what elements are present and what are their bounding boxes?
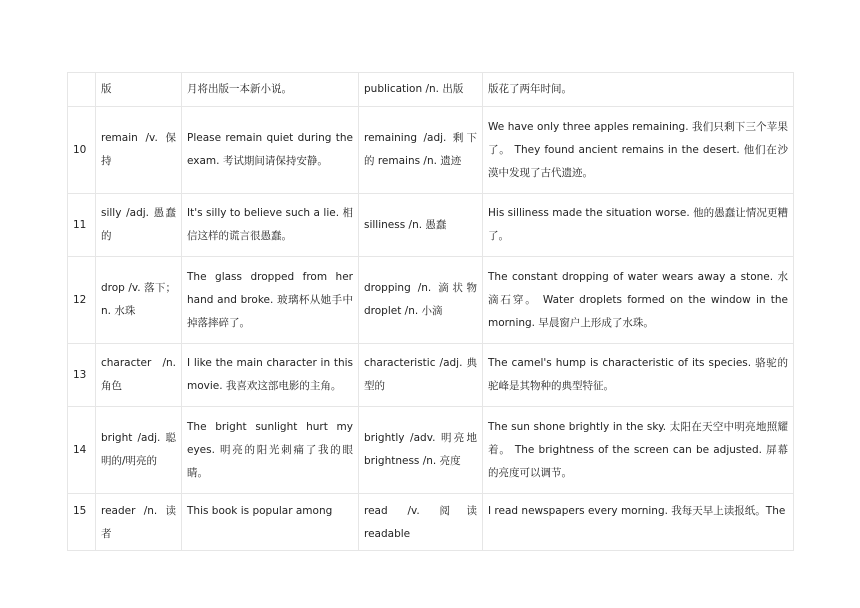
row-number [68, 73, 96, 107]
derivative-cell: read /v. 阅读 readable [359, 494, 483, 551]
table-row [68, 344, 794, 407]
table-row [68, 107, 794, 194]
table-row [68, 73, 794, 107]
example-cell: This book is popular among [182, 494, 359, 551]
example-cell: I like the main character in this movie. 我喜欢这部电影的主角。 [182, 344, 359, 407]
derivative-example-cell: 版花了两年时间。 [483, 73, 794, 107]
table-row [68, 494, 794, 551]
vocabulary-table [67, 72, 794, 551]
derivative-cell: publication /n. 出版 [359, 73, 483, 107]
example-cell: The glass dropped from her hand and broke. 玻璃杯从她手中掉落摔碎了。 [182, 257, 359, 344]
word-cell: drop /v. 落下；n. 水珠 [96, 257, 182, 344]
example-cell: 月将出版一本新小说。 [182, 73, 359, 107]
derivative-cell: characteristic /adj. 典型的 [359, 344, 483, 407]
derivative-example-cell: The camel's hump is characteristic of its species. 骆驼的驼峰是其物种的典型特征。 [483, 344, 794, 407]
word-cell: bright /adj. 聪明的/明亮的 [96, 407, 182, 494]
example-cell: The bright sunlight hurt my eyes. 明亮的阳光刺痛了我的眼睛。 [182, 407, 359, 494]
row-number: 12 [68, 257, 96, 344]
derivative-example-cell: The sun shone brightly in the sky. 太阳在天空中明亮地照耀着。 The brightness of the screen can be adjusted. 屏幕的亮度可以调节。 [483, 407, 794, 494]
derivative-cell: remaining /adj. 剩下的 remains /n. 遗迹 [359, 107, 483, 194]
derivative-cell: brightly /adv. 明亮地 brightness /n. 亮度 [359, 407, 483, 494]
table-row [68, 194, 794, 257]
derivative-cell: dropping /n. 滴状物 droplet /n. 小滴 [359, 257, 483, 344]
derivative-example-cell: His silliness made the situation worse. 他的愚蠢让情况更糟了。 [483, 194, 794, 257]
table-row [68, 257, 794, 344]
derivative-cell: silliness /n. 愚蠢 [359, 194, 483, 257]
word-cell: character /n. 角色 [96, 344, 182, 407]
row-number: 10 [68, 107, 96, 194]
row-number: 11 [68, 194, 96, 257]
word-cell: reader /n. 读者 [96, 494, 182, 551]
derivative-example-cell: We have only three apples remaining. 我们只剩下三个苹果了。 They found ancient remains in the desert. 他们在沙漠中发现了古代遗迹。 [483, 107, 794, 194]
example-cell: It's silly to believe such a lie. 相信这样的谎言很愚蠢。 [182, 194, 359, 257]
table-row [68, 407, 794, 494]
derivative-example-cell: The constant dropping of water wears away a stone. 水滴石穿。 Water droplets formed on the window in the morning. 早晨窗户上形成了水珠。 [483, 257, 794, 344]
word-cell: remain /v. 保持 [96, 107, 182, 194]
word-cell: silly /adj. 愚蠢的 [96, 194, 182, 257]
derivative-example-cell: I read newspapers every morning. 我每天早上读报纸。The [483, 494, 794, 551]
example-cell: Please remain quiet during the exam. 考试期间请保持安静。 [182, 107, 359, 194]
word-cell: 版 [96, 73, 182, 107]
row-number: 14 [68, 407, 96, 494]
row-number: 15 [68, 494, 96, 551]
row-number: 13 [68, 344, 96, 407]
